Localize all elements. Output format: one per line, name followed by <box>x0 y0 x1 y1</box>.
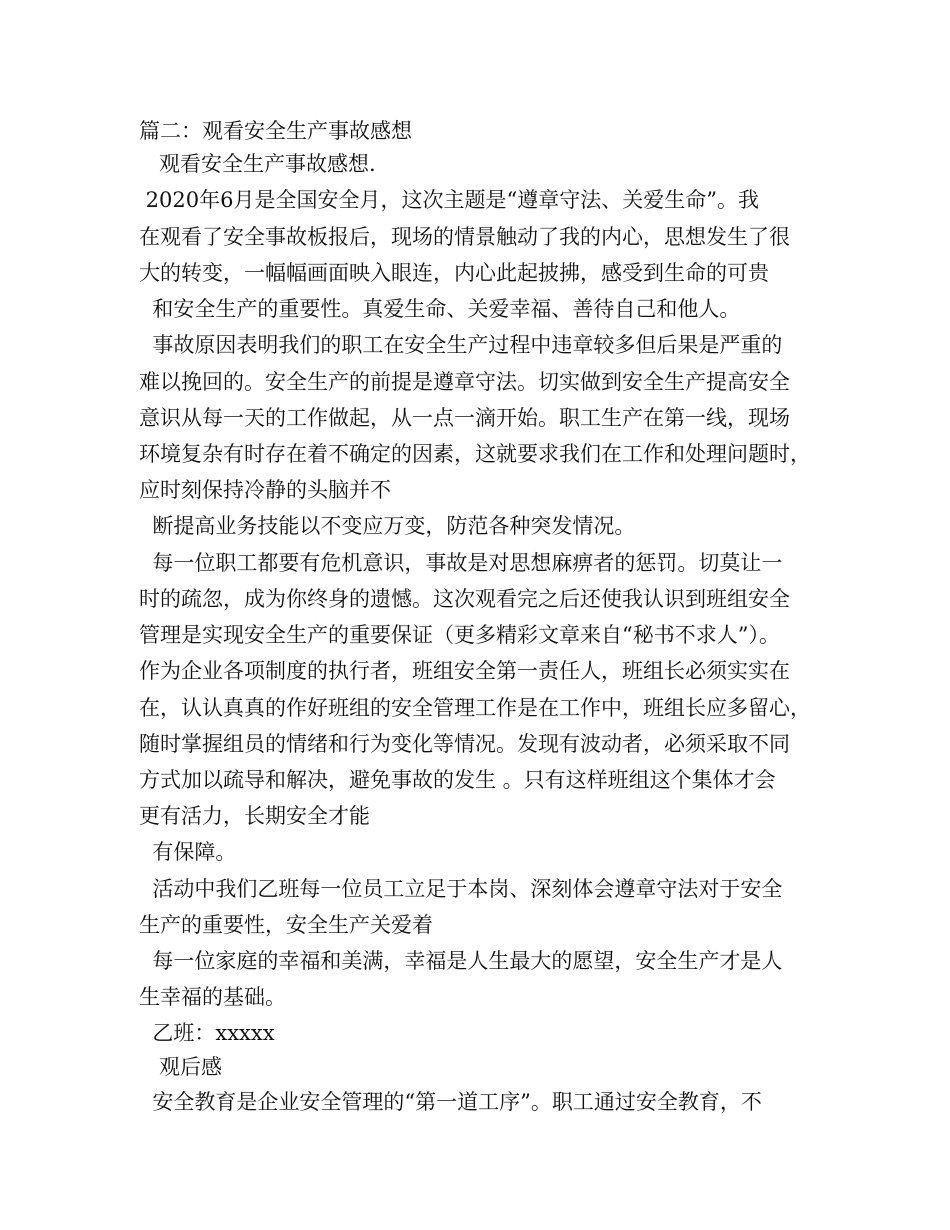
document-line: 生幸福的基础。 <box>139 985 286 1009</box>
document-line: 2020年6月是全国安全月，这次主题是“遵章守法、关爱生命”。我 <box>139 188 759 212</box>
document-line: 应时刻保持冷静的头脑并不 <box>139 478 391 502</box>
document-section-title: 观后感 <box>139 1055 223 1079</box>
document-line: 在观看了安全事故板报后，现场的情景触动了我的内心，思想发生了很 <box>139 225 790 249</box>
document-signature: 乙班：xxxxx <box>139 1021 275 1045</box>
document-line: 随时掌握组员的情绪和行为变化等情况。发现有波动者，必须采取不同 <box>139 732 790 756</box>
document-line: 活动中我们乙班每一位员工立足于本岗、深刻体会遵章守法对于安全 <box>139 877 783 901</box>
document-line: 每一位职工都要有危机意识，事故是对思想麻痹者的惩罚。切莫让一 <box>139 551 783 575</box>
document-line: 方式加以疏导和解决，避免事故的发生 。只有这样班组这个集体才会 <box>139 768 776 792</box>
document-line: 管理是实现安全生产的重要保证（更多精彩文章来自“秘书不求人”）。 <box>139 623 780 647</box>
document-line: 时的疏忽，成为你终身的遗憾。这次观看完之后还使我认识到班组安全 <box>139 587 790 611</box>
document-line: 有保障。 <box>139 840 237 864</box>
document-line: 更有活力，长期安全才能 <box>139 804 370 828</box>
document-line: 和安全生产的重要性。真爱生命、关爱幸福、善待自己和他人。 <box>139 297 741 321</box>
document-line: 在，认认真真的作好班组的安全管理工作是在工作中，班组长应多留心， <box>139 696 811 720</box>
document-line: 环境复杂有时存在着不确定的因素，这就要求我们在工作和处理问题时， <box>139 442 811 466</box>
document-line: 每一位家庭的幸福和美满，幸福是人生最大的愿望，安全生产才是人 <box>139 949 783 973</box>
document-heading: 篇二：观看安全生产事故感想 <box>139 119 412 143</box>
document-line: 安全教育是企业安全管理的“第一道工序”。职工通过安全教育，不 <box>139 1090 762 1114</box>
document-line: 事故原因表明我们的职工在安全生产过程中违章较多但后果是严重的 <box>139 333 783 357</box>
document-line: 作为企业各项制度的执行者，班组安全第一责任人，班组长必须实实在 <box>139 659 790 683</box>
document-subheading: 观看安全生产事故感想. <box>139 152 376 176</box>
document-line: 大的转变，一幅幅画面映入眼连，内心此起披拂，感受到生命的可贵 <box>139 261 769 285</box>
document-line: 生产的重要性，安全生产关爱着 <box>139 913 433 937</box>
document-line: 意识从每一天的工作做起，从一点一滴开始。职工生产在第一线，现场 <box>139 406 790 430</box>
document-line: 难以挽回的。安全生产的前提是遵章守法。切实做到安全生产提高安全 <box>139 370 790 394</box>
document-line: 断提高业务技能以不变应万变，防范各种突发情况。 <box>139 514 636 538</box>
